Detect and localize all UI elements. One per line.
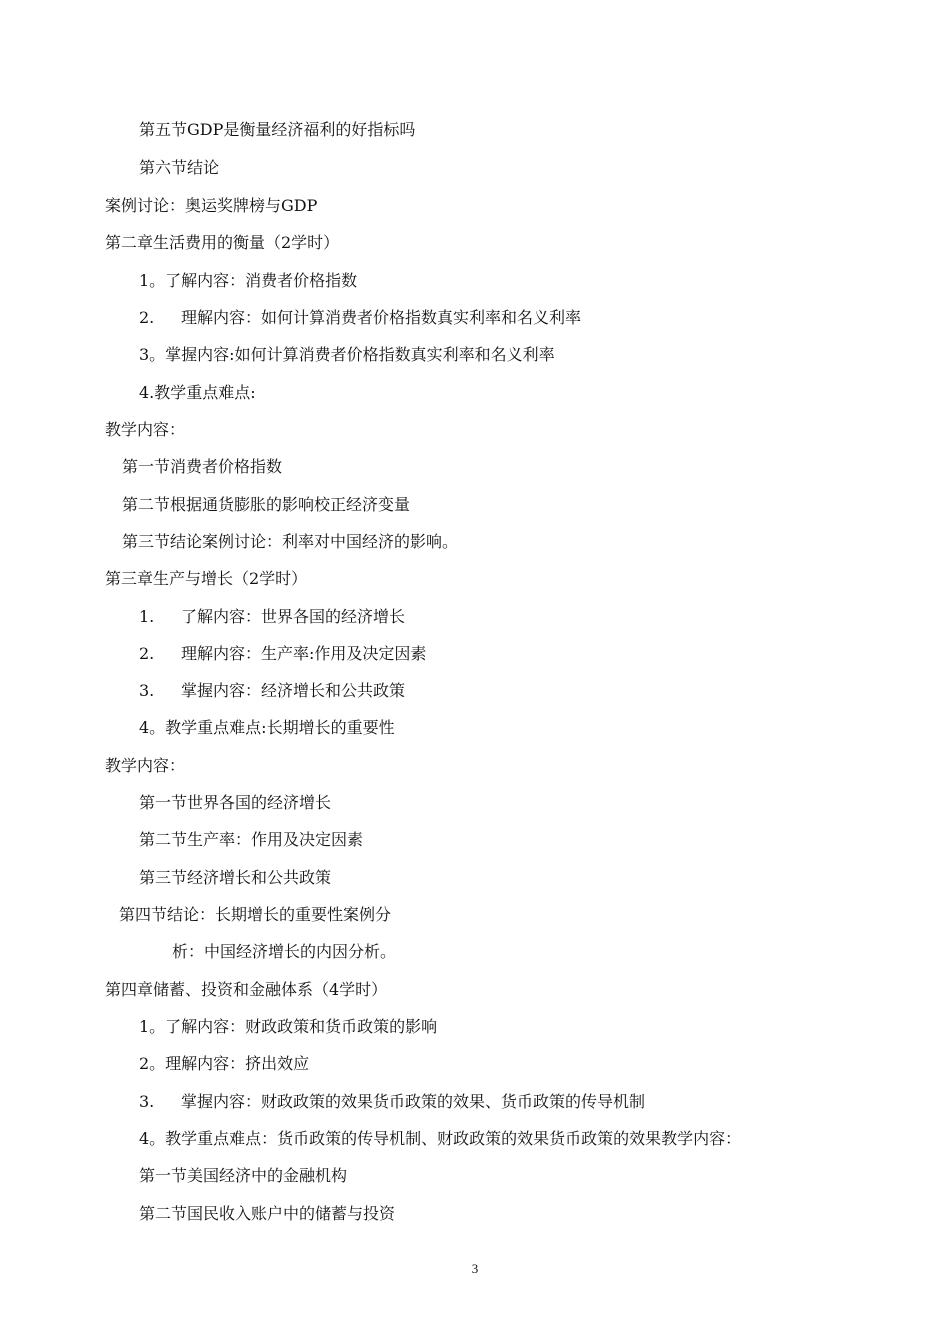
ch4-item-3: [139, 1092, 645, 1112]
ch2-item-2: [139, 308, 581, 328]
ch4-item-3-number: 3.: [139, 1092, 155, 1111]
teaching-content-label-2: 教学内容：: [105, 756, 186, 775]
section-5-line: 第五节GDP是衡量经济福利的好指标吗: [139, 120, 416, 139]
page-number: 3: [471, 1261, 479, 1276]
ch3-item-2-number: 2.: [139, 644, 155, 663]
ch3-item-1-number: 1.: [139, 607, 155, 626]
ch3-section-3: 第三节经济增长和公共政策: [139, 868, 332, 887]
chapter-2-heading: 第二章生活费用的衡量（2学时）: [105, 233, 340, 252]
ch4-item-2: 2。理解内容：挤出效应: [139, 1054, 310, 1073]
ch2-item-3: 3。掌握内容:如何计算消费者价格指数真实利率和名义利率: [139, 345, 555, 364]
ch3-item-3-number: 3.: [139, 681, 155, 700]
ch3-section-1: 第一节世界各国的经济增长: [139, 793, 332, 812]
ch4-item-4: 4。教学重点难点：货币政策的传导机制、财政政策的效果货币政策的效果教学内容：: [139, 1129, 742, 1148]
ch4-item-1: 1。了解内容：财政政策和货币政策的影响: [139, 1017, 438, 1036]
ch4-section-1: 第一节美国经济中的金融机构: [139, 1166, 348, 1185]
section-6-line: 第六节结论: [139, 158, 220, 177]
ch3-item-1: [139, 607, 405, 627]
ch3-item-3: [139, 681, 405, 701]
chapter-3-heading: 第三章生产与增长（2学时）: [105, 569, 308, 588]
ch2-section-3: 第三节结论案例讨论：利率对中国经济的影响。: [122, 532, 459, 551]
ch2-item-1: 1。了解内容：消费者价格指数: [139, 271, 358, 290]
ch2-item-2-text: 理解内容：如何计算消费者价格指数真实利率和名义利率: [181, 308, 582, 327]
ch3-item-1-text: 了解内容：世界各国的经济增长: [181, 607, 406, 626]
ch4-item-3-text: 掌握内容：财政政策的效果货币政策的效果、货币政策的传导机制: [181, 1092, 646, 1111]
ch2-section-1: 第一节消费者价格指数: [122, 457, 283, 476]
ch3-item-4: 4。教学重点难点:长期增长的重要性: [139, 718, 395, 737]
ch3-item-3-text: 掌握内容：经济增长和公共政策: [181, 681, 406, 700]
chapter-4-heading: 第四章储蓄、投资和金融体系（4学时）: [105, 980, 388, 999]
ch3-section-4-cont: 析：中国经济增长的内因分析。: [172, 942, 397, 961]
ch2-item-4: 4.教学重点难点:: [139, 383, 256, 402]
ch3-item-2: [139, 644, 426, 664]
ch3-item-2-text: 理解内容：生产率:作用及决定因素: [181, 644, 427, 663]
teaching-content-label: 教学内容：: [105, 420, 186, 439]
case-discussion-line: 案例讨论：奥运奖牌榜与GDP: [105, 196, 318, 215]
ch3-section-2: 第二节生产率：作用及决定因素: [139, 830, 364, 849]
ch2-item-2-number: 2.: [139, 308, 155, 327]
ch3-section-4: 第四节结论：长期增长的重要性案例分: [119, 905, 392, 924]
ch4-section-2: 第二节国民收入账户中的储蓄与投资: [139, 1204, 396, 1223]
ch2-section-2: 第二节根据通货膨胀的影响校正经济变量: [122, 495, 411, 514]
